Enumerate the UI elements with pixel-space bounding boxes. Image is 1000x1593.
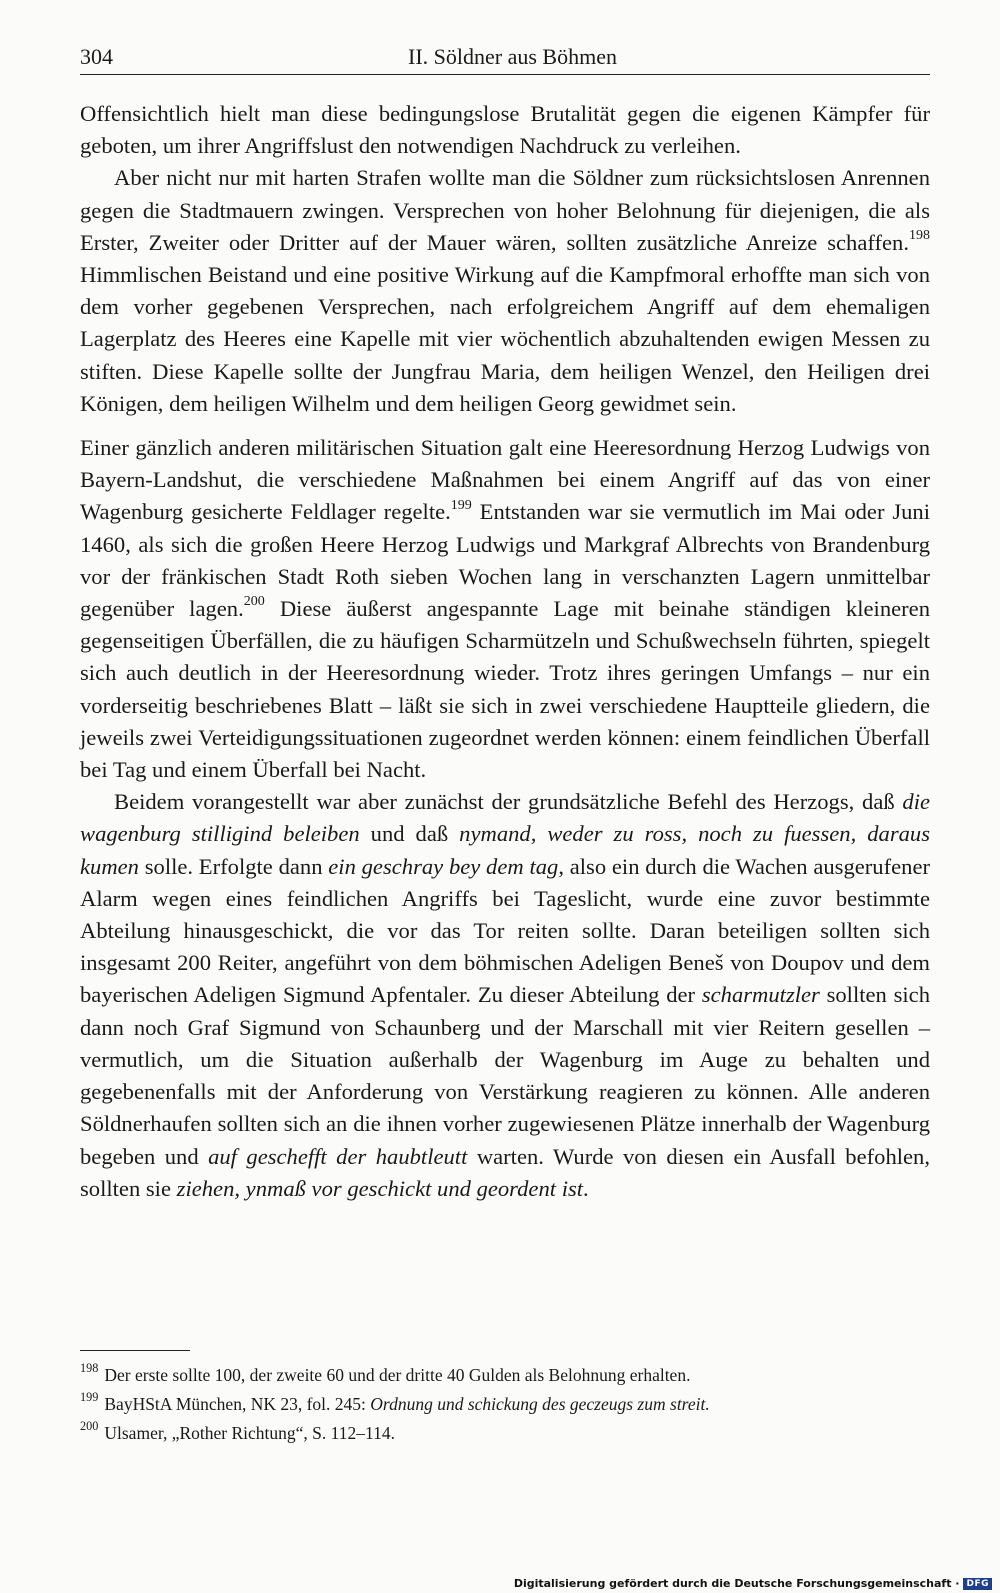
footnote-199: [80, 1390, 930, 1419]
footnote-text: Ulsamer, „Rother Richtung“, S. 112–114.: [104, 1423, 395, 1443]
paragraph-2: [80, 162, 930, 420]
paragraph-1: [80, 98, 930, 162]
paragraph-3-text-a: Einer gänzlich anderen militärischen Situation galt eine Heeresordnung Herzog Ludwigs von Bayern-Landshut, die verschiedene Maßnahmen bei einem Angriff auf das von einer Wagenburg gesicherte Feldlager regelte.: [80, 435, 930, 525]
paragraph-3-text-c: Diese äußerst angespannte Lage mit beinahe ständigen kleineren gegenseitigen Überfällen, die zu häufigen Scharmützeln und Schußwechseln führten, spiegelt sich auch deutlich in der Heeresordnung wieder. Trotz ihres geringen Umfangs – nur ein vorderseitig beschriebenes Blatt – läßt sie sich in zwei verschiedene Hauptteile gliedern, die jeweils zwei Verteidigungssituationen zugeordnet werden können: einem feindlichen Überfall bei Tag und einem Überfall bei Nacht.: [80, 596, 930, 783]
paragraph-4-text: .: [583, 1175, 589, 1201]
footnote-ref-200[interactable]: 200: [243, 594, 265, 610]
quote-italic: auf geschefft der haubtleutt: [208, 1143, 468, 1169]
quote-italic: die wagenburg stilligind beleiben: [80, 789, 930, 847]
paragraph-4-text: warten. Wurde von diesen ein Ausfall befohlen, sollten sie: [80, 1143, 930, 1201]
footnote-number: 200: [80, 1419, 99, 1434]
paragraph-4-text: Beidem vorangestellt war aber zunächst der grundsätzliche Befehl des Herzogs, daß: [114, 789, 903, 815]
paragraph-4-text: solle. Erfolgte dann: [138, 853, 329, 879]
quote-italic: ziehen, ynmaß vor geschickt und geordent ist: [176, 1175, 584, 1201]
footnote-text: BayHStA München, NK 23, fol. 245:: [104, 1394, 371, 1414]
running-head: II. Söldner aus Böhmen: [408, 44, 617, 69]
footnote-ref-198[interactable]: 198: [909, 228, 930, 244]
page-number: 304: [80, 44, 113, 69]
digitization-credit: [514, 1577, 992, 1590]
quote-italic: scharmutzler: [701, 982, 820, 1008]
paragraph-3: [80, 432, 930, 786]
footnote-text: Der erste sollte 100, der zweite 60 und der dritte 40 Gulden als Belohnung erhalten.: [104, 1365, 691, 1385]
page-header: [80, 40, 930, 75]
paragraph-1-text: Offensichtlich hielt man diese bedingungslose Brutalität gegen die eigenen Kämpfer für geboten, um ihrer Angriffslust den notwendigen Nachdruck zu verleihen.: [80, 101, 930, 159]
footnote-divider: [80, 1350, 190, 1351]
paragraph-2-text-a: Aber nicht nur mit harten Strafen wollte man die Söldner zum rücksichtslosen Anrennen gegen die Stadtmauern zwingen. Versprechen von hoher Belohnung für diejenigen, die als Erster, Zweiter oder Dritter auf der Mauer wären, sollten zusätzliche Anreize schaffen.: [80, 165, 930, 255]
footnote-title-italic: Ordnung und schickung des geczeugs zum streit.: [370, 1394, 710, 1414]
footnotes: [80, 1361, 930, 1448]
footnote-number: 198: [80, 1361, 99, 1376]
paragraph-4-text: und daß: [359, 821, 460, 847]
quote-italic: ein geschray bey dem tag: [328, 853, 559, 879]
footnote-198: [80, 1361, 930, 1390]
body-text: [80, 98, 930, 1205]
credit-text: Digitalisierung gefördert durch die Deutsche Forschungsgemeinschaft ·: [513, 1577, 960, 1590]
quote-italic: nymand, weder zu ross, noch zu fuessen, daraus kumen: [80, 821, 930, 879]
footnote-ref-199[interactable]: 199: [450, 497, 472, 513]
dfg-logo-icon: DFG: [963, 1578, 992, 1590]
paragraph-4-text: , also ein durch die Wachen ausgerufener Alarm wegen eines feindlichen Angriffs bei Tageslicht, wurde eine zuvor bestimmte Abteilung hinausgeschickt, die vor das Tor reiten sollte. Daran beteiligen sollten sich insgesamt 200 Reiter, angeführt von dem böhmischen Adeligen Beneš von Doupov und dem bayerischen Adeligen Sigmund Apfentaler. Zu dieser Abteilung der: [80, 853, 931, 1008]
paragraph-3-text-b: Entstanden war sie vermutlich im Mai oder Juni 1460, als sich die großen Heere Herzog Ludwigs und Markgraf Albrechts von Brandenburg vor der fränkischen Stadt Roth sieben Wochen lang in verschanzten Lagern unmittelbar gegenüber lagen.: [80, 499, 930, 622]
footnote-200: [80, 1419, 930, 1448]
paragraph-4-text: sollten sich dann noch Graf Sigmund von Schaunberg und der Marschall mit vier Reitern gesellen – vermutlich, um die Situation außerhalb der Wagenburg im Auge zu behalten und gegebenenfalls mit der Anforderung von Verstärkung reagieren zu können. Alle anderen Söldnerhaufen sollten sich an die ihnen vorher zugewiesenen Plätze innerhalb der Wagenburg begeben und: [80, 982, 930, 1169]
paragraph-2-text-b: Himmlischen Beistand und eine positive Wirkung auf die Kampfmoral erhoffte man sich von dem vorher gegebenen Versprechen, nach erfolgreichem Angriff auf dem ehemaligen Lagerplatz des Heeres eine Kapelle mit vier wöchentlich abzuhaltenden ewigen Messen zu stiften. Diese Kapelle sollte der Jungfrau Maria, dem heiligen Wenzel, den Heiligen drei Königen, dem heiligen Wilhelm und dem heiligen Georg gewidmet sein.: [80, 262, 930, 416]
paragraph-4: [80, 786, 930, 1205]
footnote-number: 199: [80, 1390, 99, 1405]
